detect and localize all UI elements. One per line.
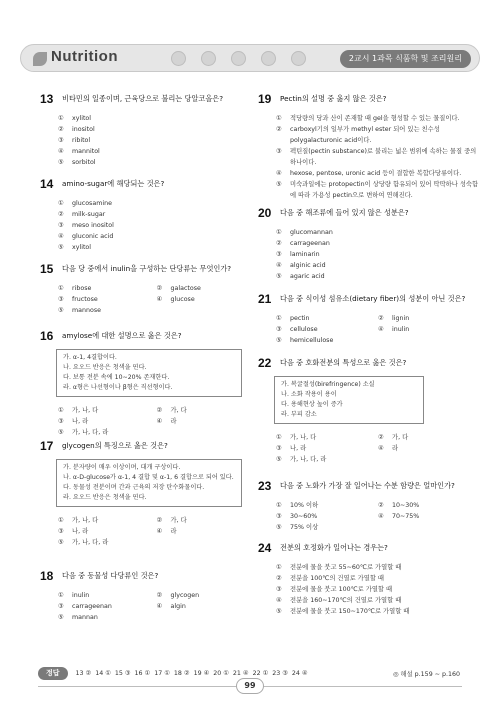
question-13: [40, 92, 255, 168]
question-23: [258, 479, 480, 533]
option-5[interactable]: ⑤ mannan: [58, 614, 98, 621]
option-5[interactable]: ⑤ 미숙과일에는 protopectin이 상당량 함유되어 있어 딱딱하나 성숙함에 따라 가용성 pectin으로 변하여 연해진다.: [276, 181, 479, 199]
question-14: [40, 177, 255, 253]
option-1[interactable]: ① 가, 나, 다: [276, 434, 317, 441]
option-3[interactable]: ③ meso inositol: [58, 222, 114, 229]
option-2[interactable]: ② glycogen: [156, 592, 200, 599]
option-4[interactable]: ④ inulin: [378, 326, 410, 333]
option-2[interactable]: ② 가, 다: [156, 517, 187, 524]
option-5[interactable]: ⑤ 75% 이상: [276, 524, 319, 531]
options: [258, 562, 480, 617]
option-1[interactable]: ① 전분에 물을 붓고 55∼60℃로 가열할 때: [276, 564, 402, 571]
options: [258, 500, 480, 533]
question-15: [40, 262, 255, 316]
question-number: 14: [40, 177, 54, 191]
option-1[interactable]: ① 10% 이하: [276, 502, 319, 509]
option-2[interactable]: ② 10∼30%: [378, 502, 420, 509]
option-5[interactable]: ⑤ xylitol: [58, 244, 92, 251]
option-4[interactable]: ④ 라: [156, 418, 177, 425]
question-number: 19: [258, 92, 272, 106]
options: [40, 283, 255, 316]
options: [40, 198, 255, 253]
statement-box: 가. 복굴절성(birefringence) 소실 나. 소화 작용이 용이 다. 용해현상 높이 증가 라. 부피 감소: [274, 376, 424, 424]
fruit-icon: [291, 51, 306, 66]
question-text: Pectin의 설명 중 옳지 않은 것은?: [280, 94, 387, 103]
options: [258, 227, 480, 282]
answer-label: 정답: [38, 667, 68, 680]
options: [258, 432, 480, 465]
option-4[interactable]: ④ alginic acid: [276, 262, 326, 269]
header-banner: [20, 44, 480, 72]
leaf-icon: [33, 52, 47, 66]
question-text: amylose에 대한 설명으로 옳은 것은?: [62, 331, 182, 340]
option-5[interactable]: ⑤ 전분에 물을 붓고 150∼170℃로 가열할 때: [276, 608, 410, 615]
question-text: 다음 중 노화가 가장 잘 일어나는 수분 함량은 얼마인가?: [280, 481, 455, 490]
vegetable-icon: [231, 51, 246, 66]
question-number: 21: [258, 292, 272, 306]
question-text: 다음 중 해조류에 들어 있지 않은 성분은?: [280, 208, 409, 217]
option-3[interactable]: ③ 나, 라: [58, 528, 89, 535]
option-2[interactable]: ② galactose: [156, 285, 201, 292]
option-1[interactable]: ① 가, 나, 다: [58, 517, 99, 524]
option-5[interactable]: ⑤ 가, 나, 다, 라: [58, 539, 109, 546]
option-3[interactable]: ③ cellulose: [276, 326, 318, 333]
question-17: [40, 439, 255, 548]
statement-box: 가. α-1, 4결합이다. 나. 요오드 반응은 청색을 띤다. 다. 보통 전분 속에 10∼20% 존재한다. 라. α형은 나선형이나 β형은 직선형이다.: [56, 349, 242, 397]
options: [40, 515, 255, 548]
option-2[interactable]: ② milk-sugar: [58, 211, 106, 218]
question-18: [40, 569, 255, 623]
options: [258, 313, 480, 346]
option-4[interactable]: ④ algin: [156, 603, 186, 610]
question-number: 24: [258, 541, 272, 555]
option-2[interactable]: ② 가, 다: [156, 407, 187, 414]
question-24: [258, 541, 480, 617]
explanation-reference: ◎ 해설 p.159 ∼ p.160: [393, 670, 460, 678]
question-number: 17: [40, 439, 54, 453]
option-2[interactable]: ② carboxyl기의 일부가 methyl ester 되어 있는 친수성 polygalacturonic acid이다.: [276, 126, 440, 144]
question-text: amino-sugar에 해당되는 것은?: [62, 179, 165, 188]
options: [40, 405, 255, 438]
option-2[interactable]: ② carrageenan: [276, 240, 330, 247]
option-3[interactable]: ③ fructose: [58, 296, 98, 303]
option-4[interactable]: ④ glucose: [156, 296, 195, 303]
option-1[interactable]: ① ribose: [58, 285, 92, 292]
question-number: 16: [40, 329, 54, 343]
question-number: 13: [40, 92, 54, 106]
question-text: 다음 중 호화전분의 특성으로 옳은 것은?: [280, 358, 407, 367]
option-4[interactable]: ④ hexose, pentose, uronic acid 등이 결합한 복합다당류이다.: [276, 170, 462, 177]
apple-icon: [171, 51, 186, 66]
question-number: 22: [258, 356, 272, 370]
brand-title: Nutrition: [51, 48, 118, 65]
option-2[interactable]: ② 전분을 100℃의 건열로 가열할 때: [276, 575, 385, 582]
question-number: 15: [40, 262, 54, 276]
question-22: [258, 356, 480, 465]
option-1[interactable]: ① glucomannan: [276, 229, 333, 236]
options: [40, 113, 255, 168]
options: [258, 113, 480, 201]
option-1[interactable]: ① xylitol: [58, 115, 92, 122]
option-4[interactable]: ④ 전분을 160∼170℃의 건열로 가열할 때: [276, 597, 402, 604]
question-number: 20: [258, 206, 272, 220]
option-3[interactable]: ③ 나, 라: [276, 445, 307, 452]
option-5[interactable]: ⑤ 가, 나, 다, 라: [276, 456, 327, 463]
question-text: 전분의 호정화가 일어나는 경우는?: [280, 543, 388, 552]
option-4[interactable]: ④ 라: [156, 528, 177, 535]
option-1[interactable]: ① inulin: [58, 592, 90, 599]
apple-icon: [261, 51, 276, 66]
option-2[interactable]: ② 가, 다: [378, 434, 409, 441]
fruit-icon: [201, 51, 216, 66]
option-5[interactable]: ⑤ mannose: [58, 307, 101, 314]
statement-box: 가. 분자량이 매우 이상이며, 대개 구상이다. 나. α-D-glucose가 α-1, 4 결합 및 α-1, 6 결합으로 되어 있다. 다. 동물성 전분이며 간과 근육의 저장 탄수화물이다. 라. 요오드 반응은 청색을 띤다.: [56, 459, 242, 507]
question-21: [258, 292, 480, 346]
option-1[interactable]: ① glucosamine: [58, 200, 112, 207]
option-3[interactable]: ③ 30∼60%: [276, 513, 318, 520]
question-19: [258, 92, 480, 201]
option-3[interactable]: ③ 나, 라: [58, 418, 89, 425]
question-16: [40, 329, 255, 438]
question-20: [258, 206, 480, 282]
option-4[interactable]: ④ gluconic acid: [58, 233, 114, 240]
answer-list: 13 ② 14 ① 15 ③ 16 ① 17 ① 18 ② 19 ④ 20 ① 21 ④ 22 ① 23 ③ 24 ④: [75, 669, 308, 677]
option-4[interactable]: ④ 라: [378, 445, 399, 452]
option-3[interactable]: ③ 전분에 물을 붓고 100℃로 가열할 때: [276, 586, 393, 593]
option-5[interactable]: ⑤ hemicellulose: [276, 337, 334, 344]
page-number: 99: [236, 678, 264, 694]
option-5[interactable]: ⑤ sorbitol: [58, 159, 96, 166]
question-text: 다음 당 중에서 inulin을 구성하는 단당류는 무엇인가?: [62, 264, 232, 273]
option-1[interactable]: ① pectin: [276, 315, 310, 322]
question-number: 18: [40, 569, 54, 583]
option-1[interactable]: ① 적당량의 당과 산이 존재할 때 gel을 형성할 수 있는 물질이다.: [276, 115, 460, 122]
section-tag: 2교시 1과목 식품학 및 조리원리: [340, 50, 471, 68]
question-number: 23: [258, 479, 272, 493]
question-text: glycogen의 특징으로 옳은 것은?: [62, 441, 168, 450]
option-1[interactable]: ① 가, 나, 다: [58, 407, 99, 414]
option-3[interactable]: ③ 펙틴질(pectin substance)로 불리는 넓은 범위에 속하는 물질 중의 하나이다.: [276, 148, 477, 166]
option-3[interactable]: ③ laminarin: [276, 251, 320, 258]
option-5[interactable]: ⑤ 가, 나, 다, 라: [58, 429, 109, 436]
options: [40, 590, 255, 623]
option-2[interactable]: ② lignin: [378, 315, 410, 322]
option-4[interactable]: ④ 70∼75%: [378, 513, 420, 520]
option-2[interactable]: ② inositol: [58, 126, 95, 133]
option-3[interactable]: ③ ribitol: [58, 137, 91, 144]
question-text: 다음 중 동물성 다당류인 것은?: [62, 571, 159, 580]
question-text: 다음 중 식이성 섬유소(dietary fiber)의 성분이 아닌 것은?: [280, 294, 466, 303]
option-3[interactable]: ③ carrageenan: [58, 603, 112, 610]
option-5[interactable]: ⑤ agaric acid: [276, 273, 325, 280]
question-text: 비타민의 일종이며, 근육당으로 불리는 당알코올은?: [62, 94, 224, 103]
option-4[interactable]: ④ mannitol: [58, 148, 100, 155]
